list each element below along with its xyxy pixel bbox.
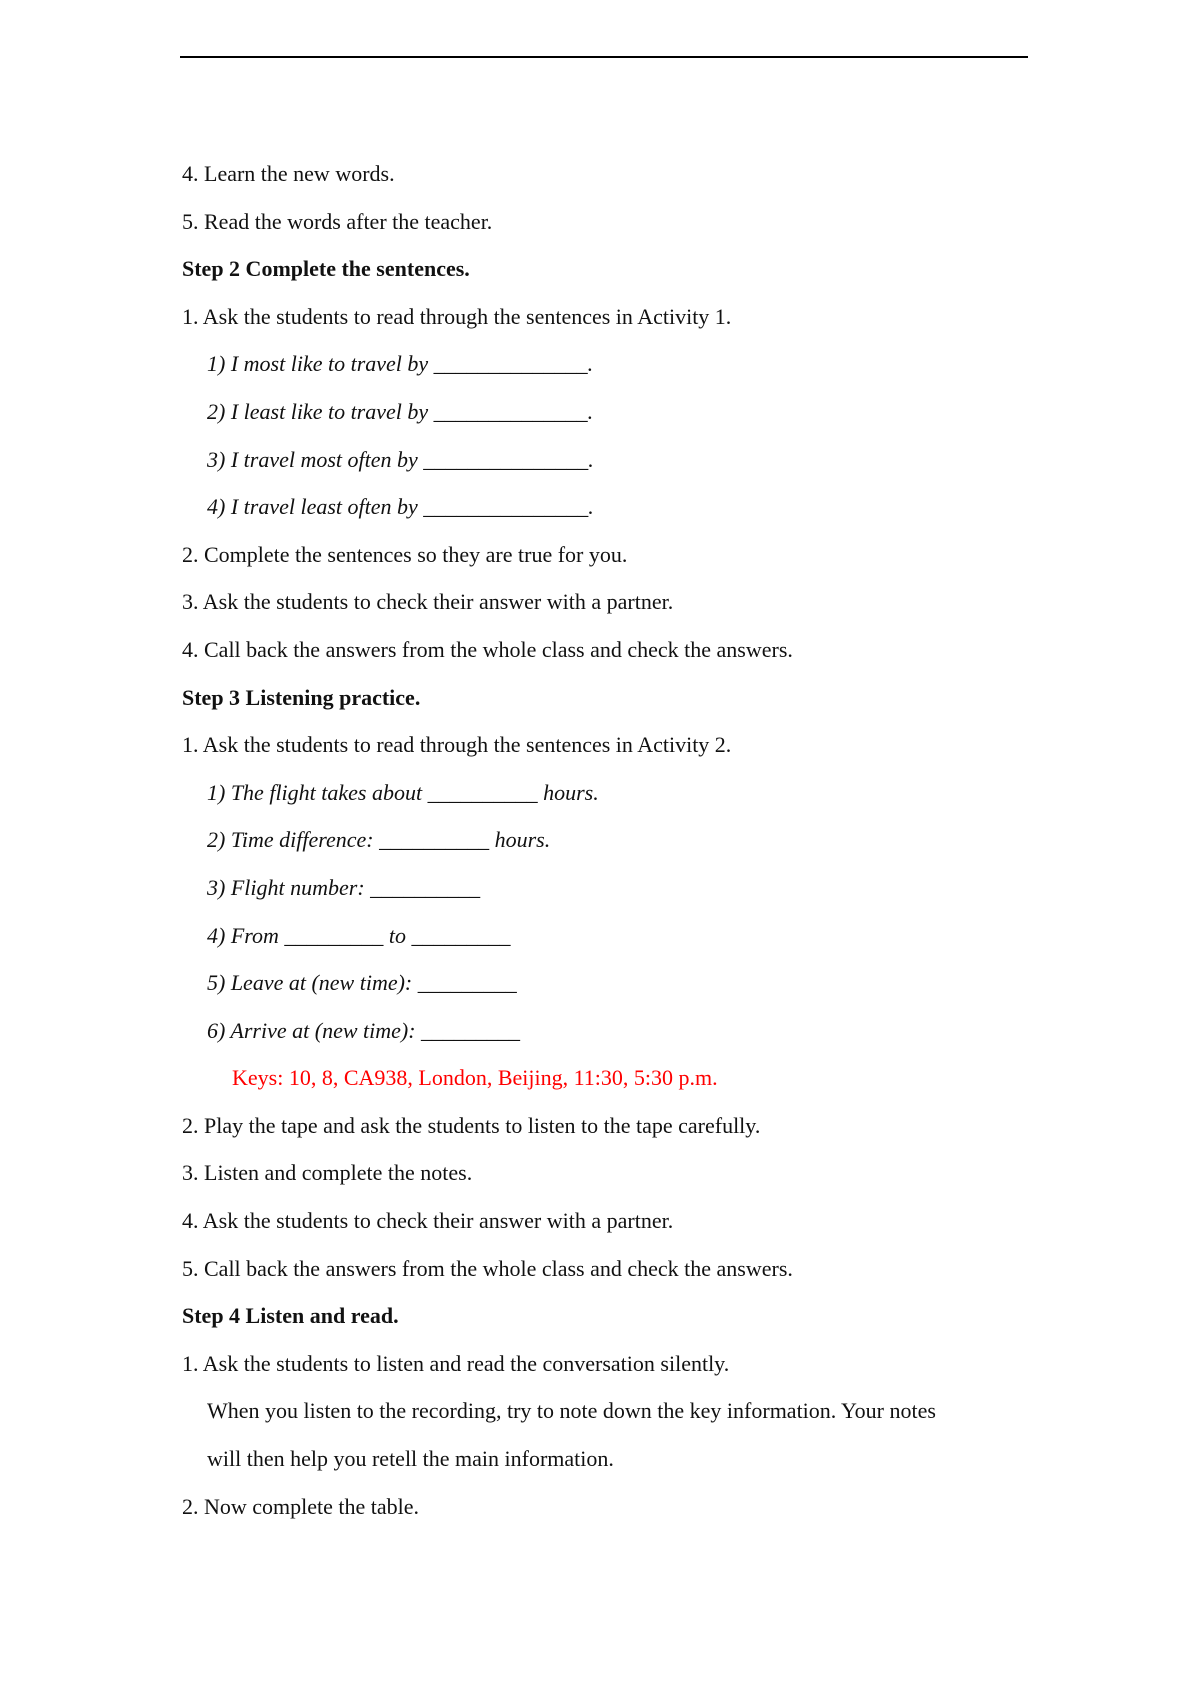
step4-item-1: 1. Ask the students to listen and read the conversation silently. <box>182 1350 730 1376</box>
step3-item-2: 2. Play the tape and ask the students to listen to the tape carefully. <box>182 1112 761 1138</box>
step2-item-1: 1. Ask the students to read through the sentences in Activity 1. <box>182 303 732 329</box>
step3-item-4: 4. Ask the students to check their answer with a partner. <box>182 1208 674 1234</box>
step2-sentence-2: 2) I least like to travel by ______________. <box>207 398 594 424</box>
step3-note-2: 2) Time difference: __________ hours. <box>207 827 551 853</box>
step3-note-3: 3) Flight number: __________ <box>207 874 481 900</box>
step3-item-1: 1. Ask the students to read through the sentences in Activity 2. <box>182 732 732 758</box>
step2-sentence-1: 1) I most like to travel by ______________. <box>207 351 594 377</box>
step1-item-5: 5. Read the words after the teacher. <box>182 208 493 234</box>
step2-heading: Step 2 Complete the sentences. <box>182 256 470 282</box>
step3-item-3: 3. Listen and complete the notes. <box>182 1160 473 1186</box>
step2-sentence-4: 4) I travel least often by _______________. <box>207 494 594 520</box>
header-rule <box>180 56 1028 58</box>
step2-item-4: 4. Call back the answers from the whole class and check the answers. <box>182 636 793 662</box>
step3-heading: Step 3 Listening practice. <box>182 684 421 710</box>
step3-note-6: 6) Arrive at (new time): _________ <box>207 1017 521 1043</box>
document-body <box>182 150 1032 1530</box>
step2-sentence-3: 3) I travel most often by _______________. <box>207 446 594 472</box>
step4-item-2: 2. Now complete the table. <box>182 1493 420 1519</box>
step1-item-4: 4. Learn the new words. <box>182 161 395 186</box>
answer-keys: Keys: 10, 8, CA938, London, Beijing, 11:30, 5:30 p.m. <box>232 1065 718 1091</box>
step3-item-5: 5. Call back the answers from the whole class and check the answers. <box>182 1255 793 1281</box>
step3-note-4: 4) From _________ to _________ <box>207 922 511 948</box>
step4-paragraph-line-1: When you listen to the recording, try to note down the key information. Your notes <box>207 1398 936 1424</box>
step4-paragraph-line-2: will then help you retell the main information. <box>207 1446 614 1472</box>
step2-item-3: 3. Ask the students to check their answer with a partner. <box>182 589 674 615</box>
step2-item-2: 2. Complete the sentences so they are true for you. <box>182 541 628 567</box>
step4-heading: Step 4 Listen and read. <box>182 1303 399 1329</box>
step3-note-1: 1) The flight takes about __________ hours. <box>207 779 599 805</box>
step3-note-5: 5) Leave at (new time): _________ <box>207 970 517 996</box>
